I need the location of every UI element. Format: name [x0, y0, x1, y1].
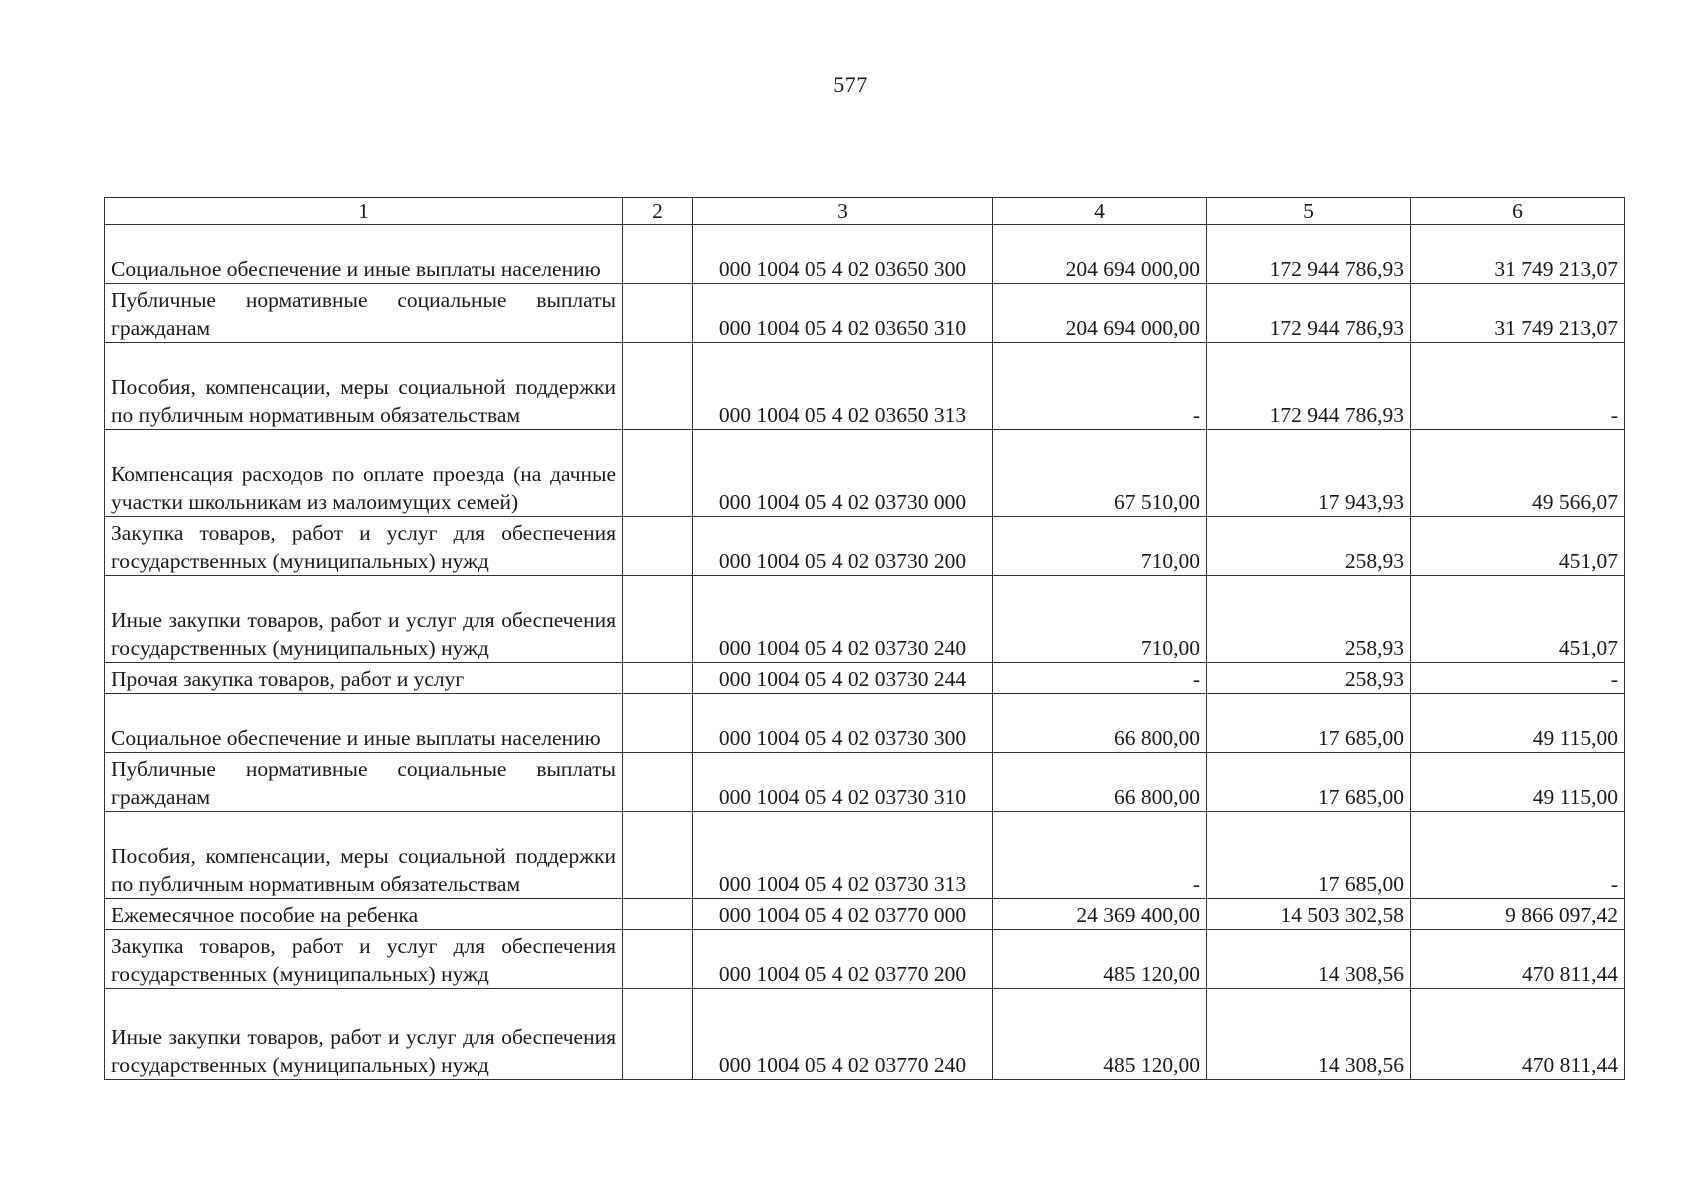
row-name-cell: Иные закупки товаров, работ и услуг для обеспечения государственных (муниципальных) нужд: [105, 576, 623, 663]
row-approved-cell: -: [993, 663, 1207, 694]
table-body: [105, 198, 1625, 1080]
row-approved-cell: 66 800,00: [993, 753, 1207, 812]
row-col2-cell: [623, 663, 693, 694]
table-row: [105, 343, 1625, 430]
row-unexecuted-cell: 470 811,44: [1411, 989, 1625, 1080]
row-executed-cell: 17 685,00: [1207, 694, 1411, 753]
row-unexecuted-cell: 49 115,00: [1411, 694, 1625, 753]
row-code-cell: 000 1004 05 4 02 03770 000: [693, 899, 993, 930]
row-col2-cell: [623, 430, 693, 517]
row-name-cell: Публичные нормативные социальные выплаты гражданам: [105, 284, 623, 343]
table-row: [105, 812, 1625, 899]
row-code-cell: 000 1004 05 4 02 03730 200: [693, 517, 993, 576]
row-unexecuted-cell: 451,07: [1411, 517, 1625, 576]
row-code-cell: 000 1004 05 4 02 03730 240: [693, 576, 993, 663]
row-code-cell: 000 1004 05 4 02 03650 310: [693, 284, 993, 343]
row-executed-cell: 258,93: [1207, 576, 1411, 663]
table-row: [105, 989, 1625, 1080]
row-approved-cell: 485 120,00: [993, 989, 1207, 1080]
row-unexecuted-cell: 49 566,07: [1411, 430, 1625, 517]
row-approved-cell: 710,00: [993, 517, 1207, 576]
row-executed-cell: 17 685,00: [1207, 812, 1411, 899]
header-cell-4: 4: [993, 198, 1207, 225]
row-name-cell: Публичные нормативные социальные выплаты гражданам: [105, 753, 623, 812]
row-code-cell: 000 1004 05 4 02 03730 310: [693, 753, 993, 812]
table-row: [105, 225, 1625, 284]
row-approved-cell: 24 369 400,00: [993, 899, 1207, 930]
row-col2-cell: [623, 343, 693, 430]
table-row: [105, 517, 1625, 576]
row-name-cell: Пособия, компенсации, меры социальной поддержки по публичным нормативным обязательствам: [105, 343, 623, 430]
row-unexecuted-cell: 451,07: [1411, 576, 1625, 663]
row-executed-cell: 172 944 786,93: [1207, 284, 1411, 343]
row-executed-cell: 14 308,56: [1207, 989, 1411, 1080]
row-col2-cell: [623, 284, 693, 343]
page-number: 577: [833, 72, 868, 97]
row-col2-cell: [623, 899, 693, 930]
header-cell-1: 1: [105, 198, 623, 225]
row-name-cell: Компенсация расходов по оплате проезда (на дачные участки школьникам из малоимущих семей): [105, 430, 623, 517]
row-code-cell: 000 1004 05 4 02 03650 313: [693, 343, 993, 430]
row-unexecuted-cell: -: [1411, 343, 1625, 430]
row-approved-cell: 710,00: [993, 576, 1207, 663]
row-code-cell: 000 1004 05 4 02 03770 240: [693, 989, 993, 1080]
table-header-row: [105, 198, 1625, 225]
table-row: [105, 753, 1625, 812]
row-approved-cell: 485 120,00: [993, 930, 1207, 989]
table-row: [105, 576, 1625, 663]
row-name-cell: Пособия, компенсации, меры социальной поддержки по публичным нормативным обязательствам: [105, 812, 623, 899]
row-approved-cell: 67 510,00: [993, 430, 1207, 517]
row-code-cell: 000 1004 05 4 02 03650 300: [693, 225, 993, 284]
row-unexecuted-cell: 9 866 097,42: [1411, 899, 1625, 930]
table-row: [105, 430, 1625, 517]
row-executed-cell: 258,93: [1207, 663, 1411, 694]
row-approved-cell: -: [993, 812, 1207, 899]
row-col2-cell: [623, 812, 693, 899]
row-executed-cell: 14 308,56: [1207, 930, 1411, 989]
row-executed-cell: 17 685,00: [1207, 753, 1411, 812]
row-approved-cell: 204 694 000,00: [993, 284, 1207, 343]
row-name-cell: Прочая закупка товаров, работ и услуг: [105, 663, 623, 694]
row-col2-cell: [623, 694, 693, 753]
row-executed-cell: 14 503 302,58: [1207, 899, 1411, 930]
table-row: [105, 663, 1625, 694]
row-name-cell: Иные закупки товаров, работ и услуг для обеспечения государственных (муниципальных) нужд: [105, 989, 623, 1080]
row-name-cell: Ежемесячное пособие на ребенка: [105, 899, 623, 930]
row-executed-cell: 172 944 786,93: [1207, 225, 1411, 284]
row-name-cell: Закупка товаров, работ и услуг для обеспечения государственных (муниципальных) нужд: [105, 930, 623, 989]
table-row: [105, 930, 1625, 989]
row-col2-cell: [623, 989, 693, 1080]
budget-table: [104, 197, 1625, 1080]
row-code-cell: 000 1004 05 4 02 03730 244: [693, 663, 993, 694]
row-code-cell: 000 1004 05 4 02 03730 000: [693, 430, 993, 517]
row-col2-cell: [623, 225, 693, 284]
row-executed-cell: 17 943,93: [1207, 430, 1411, 517]
row-col2-cell: [623, 930, 693, 989]
header-cell-2: 2: [623, 198, 693, 225]
header-cell-3: 3: [693, 198, 993, 225]
row-code-cell: 000 1004 05 4 02 03730 300: [693, 694, 993, 753]
row-approved-cell: 204 694 000,00: [993, 225, 1207, 284]
row-code-cell: 000 1004 05 4 02 03770 200: [693, 930, 993, 989]
row-unexecuted-cell: 49 115,00: [1411, 753, 1625, 812]
header-cell-6: 6: [1411, 198, 1625, 225]
row-unexecuted-cell: 31 749 213,07: [1411, 225, 1625, 284]
row-unexecuted-cell: -: [1411, 812, 1625, 899]
row-approved-cell: -: [993, 343, 1207, 430]
row-col2-cell: [623, 753, 693, 812]
row-approved-cell: 66 800,00: [993, 694, 1207, 753]
row-name-cell: Социальное обеспечение и иные выплаты населению: [105, 225, 623, 284]
row-name-cell: Социальное обеспечение и иные выплаты населению: [105, 694, 623, 753]
header-cell-5: 5: [1207, 198, 1411, 225]
table-row: [105, 899, 1625, 930]
table-row: [105, 694, 1625, 753]
table-row: [105, 284, 1625, 343]
row-unexecuted-cell: 31 749 213,07: [1411, 284, 1625, 343]
row-unexecuted-cell: -: [1411, 663, 1625, 694]
row-code-cell: 000 1004 05 4 02 03730 313: [693, 812, 993, 899]
row-col2-cell: [623, 517, 693, 576]
row-executed-cell: 172 944 786,93: [1207, 343, 1411, 430]
row-executed-cell: 258,93: [1207, 517, 1411, 576]
row-unexecuted-cell: 470 811,44: [1411, 930, 1625, 989]
row-col2-cell: [623, 576, 693, 663]
row-name-cell: Закупка товаров, работ и услуг для обеспечения государственных (муниципальных) нужд: [105, 517, 623, 576]
